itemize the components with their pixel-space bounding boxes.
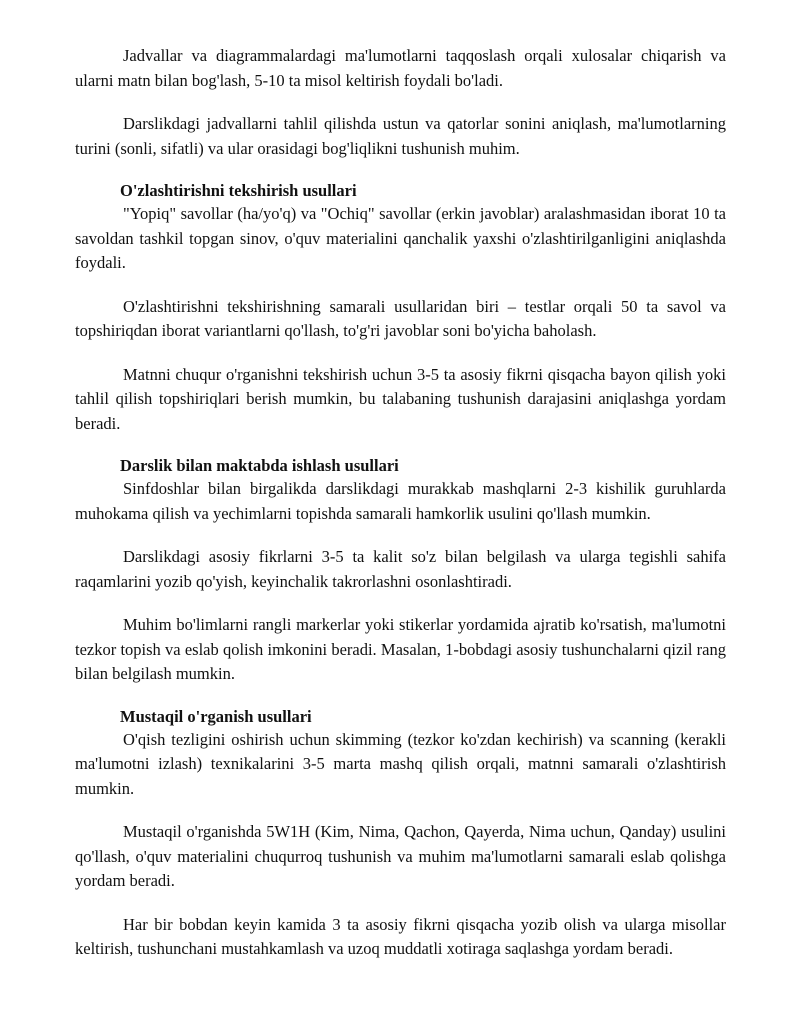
section-heading: O'zlashtirishni tekshirish usullari [120, 181, 357, 200]
document-body [75, 44, 726, 981]
paragraph: Darslikdagi jadvallarni tahlil qilishda ustun va qatorlar sonini aniqlash, ma'lumotlarning turini (sonli, sifatli) va ular orasidagi bog'liqlikni tushunish muhim. [75, 114, 726, 158]
paragraph: Muhim bo'limlarni rangli markerlar yoki stikerlar yordamida ajratib ko'rsatish, ma'lumotni tezkor topish va eslab qolish imkonini beradi. Masalan, 1-bobdagi asosiy tushunchalarni qizil rang bilan belgilash mumkin. [75, 615, 726, 683]
paragraph: O'qish tezligini oshirish uchun skimming (tezkor ko'zdan kechirish) va scanning (kerakli ma'lumotni izlash) texnikalarini 3-5 marta mashq qilish orqali, matnni samarali o'zlashtirish mumkin. [75, 729, 726, 798]
section-heading: Mustaqil o'rganish usullari [120, 706, 312, 726]
paragraph: Darslikdagi asosiy fikrlarni 3-5 ta kalit so'z bilan belgilash va ularga tegishli sahifa raqamlarini yozib qo'yish, keyinchalik takrorlashni osonlashtiradi. [75, 547, 726, 591]
section-heading: Darslik bilan maktabda ishlash usullari [120, 456, 399, 475]
paragraph: Matnni chuqur o'rganishni tekshirish uchun 3-5 ta asosiy fikrni qisqacha bayon qilish yoki tahlil qilish topshiriqlari berish mumkin, bu talabaning tushunish darajasini aniqlashga yordam beradi. [75, 364, 726, 433]
paragraph: Mustaqil o'rganishda 5W1H (Kim, Nima, Qachon, Qayerda, Nima uchun, Qanday) usulini qo'llash, o'quv materialini chuqurroq tushunish va muhim ma'lumotlarni samarali eslab qolishga yordam beradi. [75, 822, 726, 890]
paragraph: Har bir bobdan keyin kamida 3 ta asosiy fikrni qisqacha yozib olish va ularga misollar keltirish, tushunchani mustahkamlash va uzoq muddatli xotiraga saqlashga yordam beradi. [75, 914, 726, 958]
paragraph: Jadvallar va diagrammalardagi ma'lumotlarni taqqoslash orqali xulosalar chiqarish va ularni matn bilan bog'lash, 5-10 ta misol keltirish foydali bo'ladi. [75, 46, 726, 90]
paragraph: Sinfdoshlar bilan birgalikda darslikdagi murakkab mashqlarni 2-3 kishilik guruhlarda muhokama qilish va yechimlarni topishda samarali hamkorlik usulini qo'llash mumkin. [75, 479, 726, 523]
paragraph: "Yopiq" savollar (ha/yo'q) va "Ochiq" savollar (erkin javoblar) aralashmasidan iborat 10 ta savoldan tashkil topgan sinov, o'quv materialini qanchalik yaxshi o'zlashtirilganligini aniqlashda foydali. [75, 204, 726, 272]
paragraph: O'zlashtirishni tekshirishning samarali usullaridan biri – testlar orqali 50 ta savol va topshiriqdan iborat variantlarni qo'llash, to'g'ri javoblar soni bo'yicha baholash. [75, 296, 726, 340]
